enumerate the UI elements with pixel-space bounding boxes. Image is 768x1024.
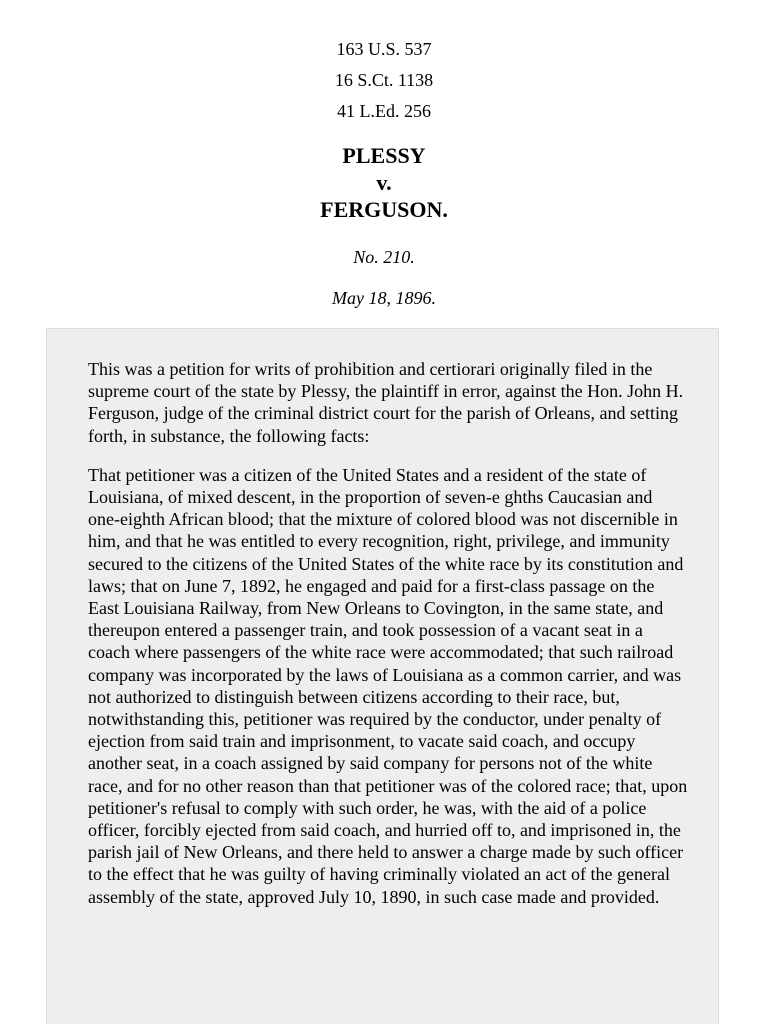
reporter-citations bbox=[0, 34, 768, 127]
docket-number: No. 210. bbox=[353, 247, 415, 267]
citation-supreme-court-reporter: 16 S.Ct. 1138 bbox=[334, 70, 434, 90]
case-party-defendant: FERGUSON. bbox=[320, 197, 448, 222]
opinion-body bbox=[46, 328, 719, 1024]
case-versus: v. bbox=[376, 170, 392, 195]
citation-lawyers-edition: 41 L.Ed. 256 bbox=[337, 101, 431, 121]
paragraph: That petitioner was a citizen of the United States and a resident of the state of Louisiana, of mixed descent, in the proportion of seven-e ghths Caucasian and one-eighth African blood; that the mixture of colored blood was not discernible in him, and that he was entitled to every recognition, right, privilege, and immunity secured to the citizens of the United States of the white race by its constitution and laws; that on June 7, 1892, he engaged and paid for a first-class passage on the East Louisiana Railway, from New Orleans to Covington, in the same state, and thereupon entered a passenger train, and took possession of a vacant seat in a coach where passengers of the white race were accommodated; that such railroad company was incorporated by the laws of Louisiana as a common carrier, and was not authorized to distinguish between citizens according to their race, but, notwithstanding this, petitioner was required by the conductor, under penalty of ejection from said train and imprisonment, to vacate said coach, and occupy another seat, in a coach assigned by said company for persons not of the white race, and for no other reason than that petitioner was of the colored race; that, upon petitioner's refusal to comply with such order, he was, with the aid of a police officer, forcibly ejected from said coach, and hurried off to, and imprisoned in, the parish jail of New Orleans, and there held to answer a charge made by such officer to the effect that he was guilty of having criminally violated an act of the general assembly of the state, approved July 10, 1890, in such case made and provided. bbox=[88, 464, 688, 907]
opinion-text bbox=[88, 358, 688, 925]
paragraph: This was a petition for writs of prohibition and certiorari originally filed in the supreme court of the state by Plessy, the plaintiff in error, against the Hon. John H. Ferguson, judge of the criminal district court for the parish of Orleans, and setting forth, in substance, the following facts: bbox=[88, 359, 684, 446]
decision-date: May 18, 1896. bbox=[332, 288, 436, 308]
citation-us-reports: 163 U.S. 537 bbox=[336, 39, 432, 59]
case-title bbox=[0, 142, 768, 223]
case-party-plaintiff: PLESSY bbox=[342, 143, 426, 168]
